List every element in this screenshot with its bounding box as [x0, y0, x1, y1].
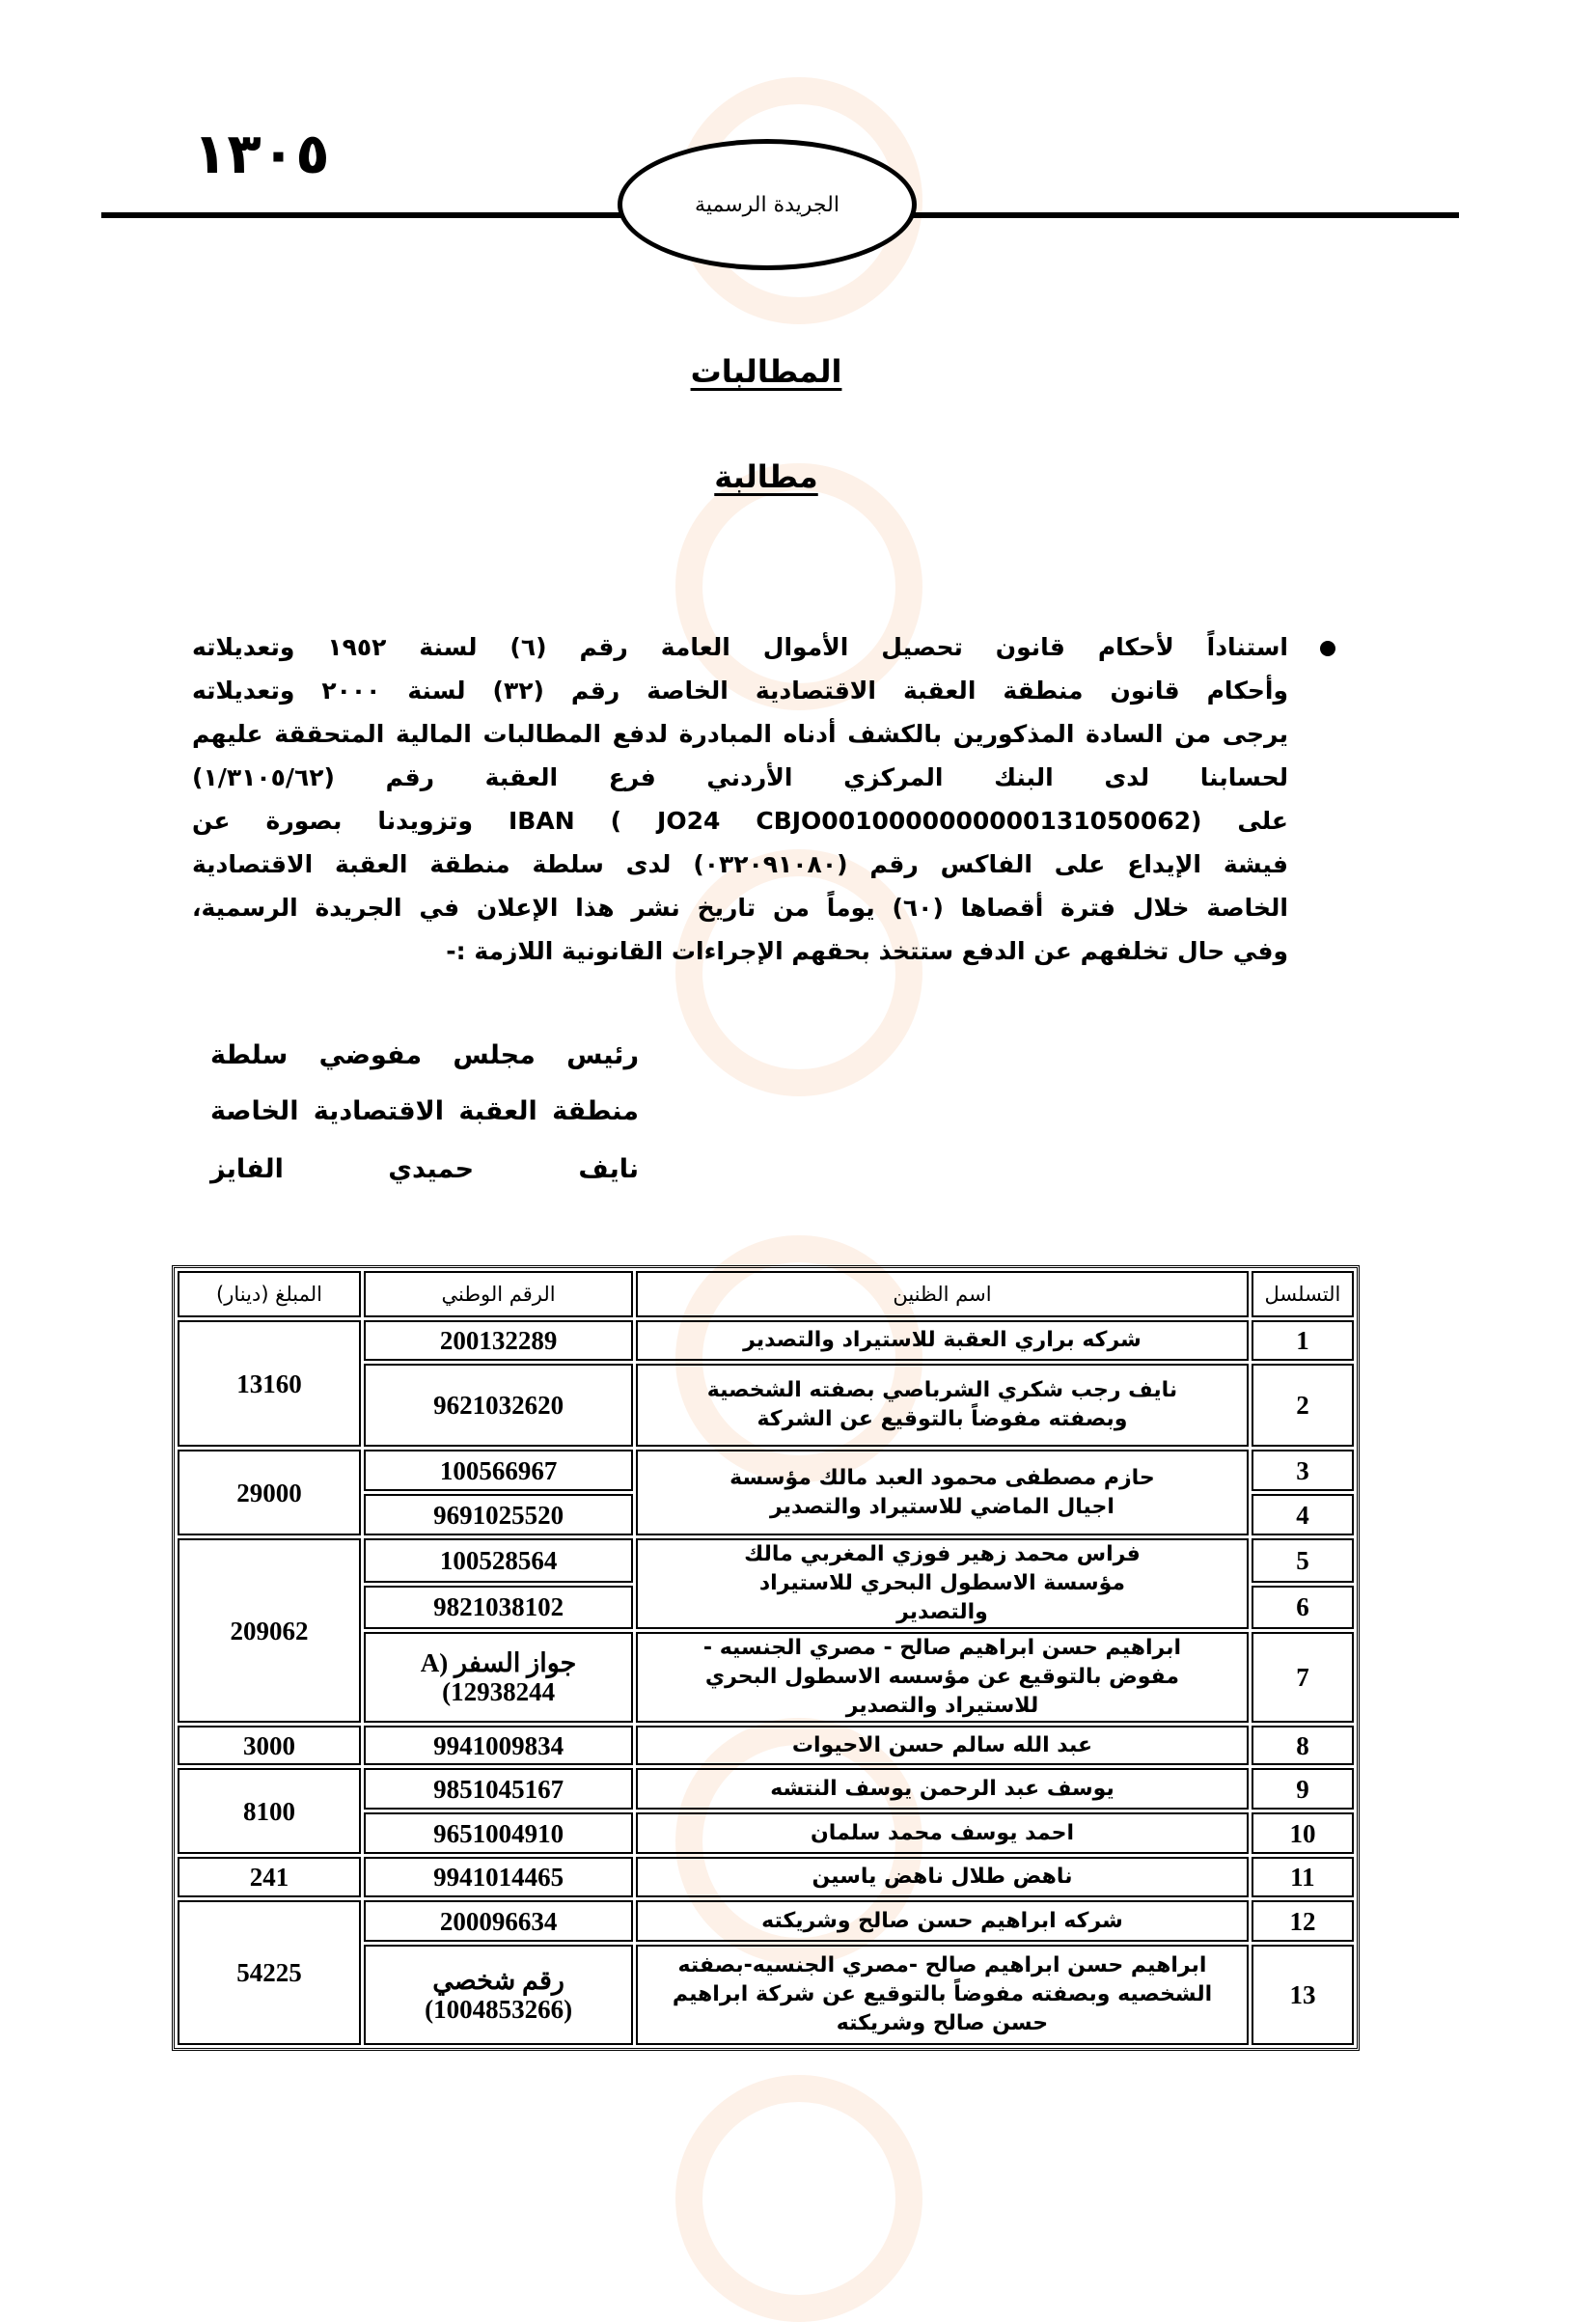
cell-name: ابراهيم حسن ابراهيم صالح -مصري الجنسيه-بصفته الشخصيه وبصفته مفوضاً بالتوقيع عن شركة ابراهيم حسن صالح وشريكته — [636, 1945, 1249, 2045]
cell-national-id: 9941014465 — [364, 1857, 633, 1897]
paragraph-line: استناداً لأحكام قانون تحصيل الأموال العامة رقم (٦) لسنة ١٩٥٢ وتعديلاته — [192, 633, 1288, 661]
cell-seq: 10 — [1252, 1812, 1354, 1854]
cell-seq: 12 — [1252, 1900, 1354, 1942]
table-row — [178, 1450, 1354, 1491]
paragraph-line: على IBAN ( JO24 CBJO0010000000000131050062) وتزويدنا بصورة عن — [192, 807, 1288, 835]
paragraph-line: لحسابنا لدى البنك المركزي الأردني فرع العقبة رقم (١/٣١٠٥/٦٢) — [192, 763, 1288, 791]
header-amount: المبلغ (دينار) — [178, 1271, 361, 1317]
cell-seq: 1 — [1252, 1320, 1354, 1361]
header-national-id: الرقم الوطني — [364, 1271, 633, 1317]
signature-line: رئيس مجلس مفوضي سلطة — [210, 1040, 639, 1070]
page-number: ١٣٠٥ — [193, 121, 330, 186]
signature-line: نايف حميدي الفايز — [210, 1154, 639, 1184]
cell-name: احمد يوسف محمد سلمان — [636, 1812, 1249, 1854]
gazette-title-ellipse — [618, 139, 917, 270]
cell-name: شركه ابراهيم حسن صالح وشريكته — [636, 1900, 1249, 1942]
table-row — [178, 1900, 1354, 1942]
section-title — [0, 353, 1532, 390]
section-title-text: المطالبات — [690, 353, 842, 390]
header-seq: التسلسل — [1252, 1271, 1354, 1317]
cell-seq: 4 — [1252, 1494, 1354, 1535]
cell-seq: 7 — [1252, 1632, 1354, 1723]
cell-national-id: 9821038102 — [364, 1586, 633, 1630]
cell-amount: 209062 — [178, 1538, 361, 1723]
cell-name: نايف رجب شكري الشرباصي بصفته الشخصية وبصفته مفوضاً بالتوقيع عن الشركة — [636, 1364, 1249, 1447]
notice-paragraph — [192, 625, 1288, 973]
bullet-icon — [1320, 641, 1335, 656]
cell-amount: 29000 — [178, 1450, 361, 1535]
table-header-row — [178, 1271, 1354, 1317]
table-row — [178, 1768, 1354, 1810]
cell-seq: 11 — [1252, 1857, 1354, 1897]
cell-seq: 9 — [1252, 1768, 1354, 1810]
table-row — [178, 1538, 1354, 1583]
gazette-title: الجريدة الرسمية — [695, 192, 839, 217]
cell-name: عبد الله سالم حسن الاحيوات — [636, 1726, 1249, 1765]
paragraph-line: وفي حال تخلفهم عن الدفع ستتخذ بحقهم الإجراءات القانونية اللازمة :- — [446, 937, 1288, 965]
cell-national-id: 200096634 — [364, 1900, 633, 1942]
cell-seq: 13 — [1252, 1945, 1354, 2045]
cell-seq: 8 — [1252, 1726, 1354, 1765]
watermark-logo — [675, 2075, 922, 2322]
table-row — [178, 1857, 1354, 1897]
table-row — [178, 1726, 1354, 1765]
notice-title — [0, 458, 1532, 495]
cell-national-id: رقم شخصي (1004853266) — [364, 1945, 633, 2045]
paragraph-line: يرجى من السادة المذكورين بالكشف أدناه المبادرة لدفع المطالبات المالية المتحققة عليهم — [192, 720, 1288, 748]
signature-line: منطقة العقبة الاقتصادية الخاصة — [210, 1096, 639, 1126]
table-row — [178, 1320, 1354, 1361]
cell-name: ناهض طلال ناهض ياسين — [636, 1857, 1249, 1897]
paragraph-line: وأحكام قانون منطقة العقبة الاقتصادية الخاصة رقم (٣٢) لسنة ٢٠٠٠ وتعديلاته — [192, 677, 1288, 705]
header-name: اسم الظنين — [636, 1271, 1249, 1317]
cell-name: شركه براري العقبة للاستيراد والتصدير — [636, 1320, 1249, 1361]
cell-name: يوسف عبد الرحمن يوسف النتشه — [636, 1768, 1249, 1810]
cell-national-id: 9691025520 — [364, 1494, 633, 1535]
cell-national-id: 9651004910 — [364, 1812, 633, 1854]
claims-table — [172, 1265, 1360, 2051]
cell-national-id: 200132289 — [364, 1320, 633, 1361]
cell-amount: 3000 — [178, 1726, 361, 1765]
cell-seq: 2 — [1252, 1364, 1354, 1447]
cell-amount: 13160 — [178, 1320, 361, 1447]
cell-seq: 5 — [1252, 1538, 1354, 1583]
cell-seq: 3 — [1252, 1450, 1354, 1491]
cell-national-id: 9851045167 — [364, 1768, 633, 1810]
cell-seq: 6 — [1252, 1586, 1354, 1630]
cell-national-id: جواز السفر (A 12938244) — [364, 1632, 633, 1723]
cell-name: فراس محمد زهير فوزي المغربي مالك مؤسسة الاسطول البحري للاستيراد والتصدير — [636, 1538, 1249, 1629]
paragraph-line: الخاصة خلال فترة أقصاها (٦٠) يوماً من تاريخ نشر هذا الإعلان في الجريدة الرسمية، — [192, 894, 1288, 922]
cell-amount: 241 — [178, 1857, 361, 1897]
cell-national-id: 9621032620 — [364, 1364, 633, 1447]
cell-amount: 8100 — [178, 1768, 361, 1854]
cell-amount: 54225 — [178, 1900, 361, 2045]
notice-title-text: مطالبة — [714, 458, 818, 495]
cell-name: ابراهيم حسن ابراهيم صالح - مصري الجنسيه - مفوض بالتوقيع عن مؤسسه الاسطول البحري للاستيراد والتصدير — [636, 1632, 1249, 1723]
cell-name: حازم مصطفى محمود العبد مالك مؤسسة اجيال الماضي للاستيراد والتصدير — [636, 1450, 1249, 1535]
cell-national-id: 100566967 — [364, 1450, 633, 1491]
paragraph-line: فيشة الإيداع على الفاكس رقم (٠٣٢٠٩١٠٨٠) لدى سلطة منطقة العقبة الاقتصادية — [192, 850, 1289, 878]
cell-national-id: 100528564 — [364, 1538, 633, 1583]
cell-national-id: 9941009834 — [364, 1726, 633, 1765]
